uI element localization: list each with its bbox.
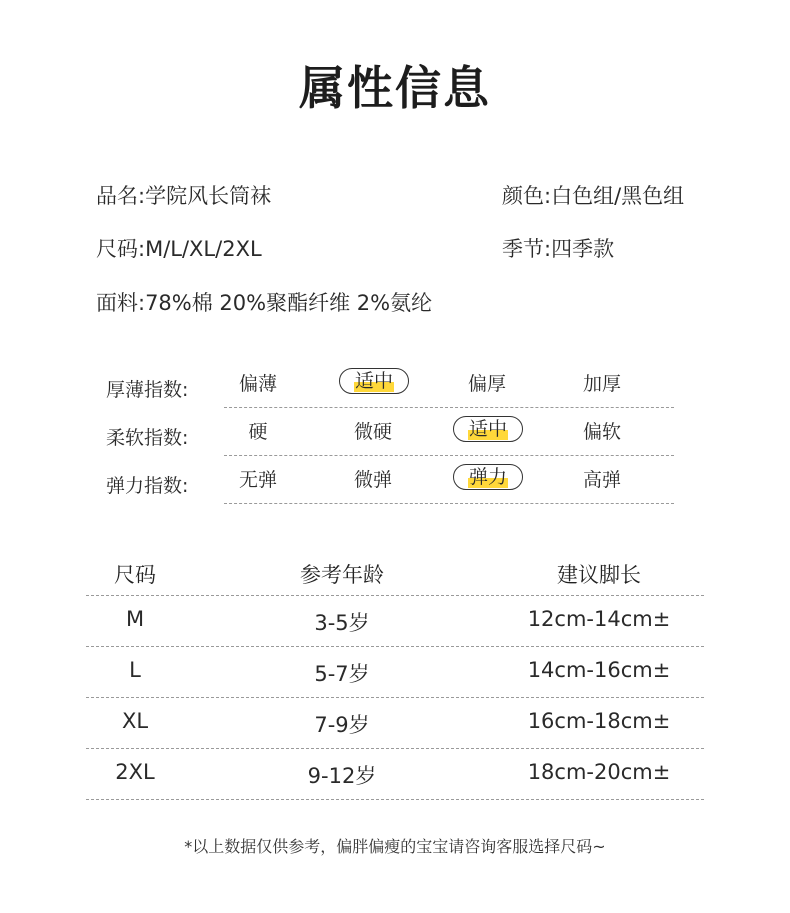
size-cell: XL: [121, 709, 149, 733]
foot-length-cell: 18cm-20cm±: [527, 760, 671, 784]
scale-option: 偏厚: [467, 373, 506, 395]
table-row: [86, 596, 704, 647]
scale-option: 无弹: [238, 469, 277, 491]
product-name: 品名:学院风长筒袜: [96, 184, 272, 208]
scale-option: 偏软: [582, 421, 621, 443]
age-cell: 3-5岁: [314, 611, 370, 635]
softness-label: 柔软指数:: [106, 427, 189, 449]
footnote: *以上数据仅供参考，偏胖偏瘦的宝宝请咨询客服选择尺码~: [184, 837, 606, 856]
scale-option-selected: 适中: [339, 368, 409, 394]
table-row: [86, 647, 704, 698]
age-cell: 9-12岁: [307, 764, 377, 788]
product-color: 颜色:白色组/黑色组: [502, 184, 685, 208]
thickness-scale: [224, 359, 674, 408]
elasticity-label: 弹力指数:: [106, 475, 189, 497]
age-cell: 7-9岁: [314, 713, 370, 737]
scale-option: 微硬: [353, 421, 392, 443]
scale-option: 微弹: [353, 469, 392, 491]
product-fabric: 面料:78%棉 20%聚酯纤维 2%氨纶: [96, 291, 433, 315]
header-foot-length: 建议脚长: [557, 563, 641, 587]
scale-option-selected: 弹力: [453, 464, 523, 490]
scale-option: 加厚: [582, 373, 621, 395]
product-size: 尺码:M/L/XL/2XL: [96, 237, 262, 261]
scale-option-selected: 适中: [453, 416, 523, 442]
header-size: 尺码: [114, 563, 156, 587]
scale-option: 高弹: [582, 469, 621, 491]
scale-option: 硬: [248, 421, 268, 443]
product-season: 季节:四季款: [502, 237, 615, 261]
elasticity-scale: [224, 455, 674, 504]
table-row: [86, 698, 704, 749]
age-cell: 5-7岁: [314, 662, 370, 686]
thickness-label: 厚薄指数:: [106, 379, 189, 401]
size-cell: M: [125, 607, 145, 631]
softness-scale: [224, 407, 674, 456]
foot-length-cell: 16cm-18cm±: [527, 709, 671, 733]
foot-length-cell: 12cm-14cm±: [527, 607, 671, 631]
table-row: [86, 749, 704, 800]
size-cell: 2XL: [115, 760, 155, 784]
size-table: [86, 548, 704, 800]
foot-length-cell: 14cm-16cm±: [527, 658, 671, 682]
header-age: 参考年龄: [300, 563, 384, 587]
table-header: [86, 548, 704, 596]
page-title: 属性信息: [299, 61, 491, 115]
scale-option: 偏薄: [238, 373, 277, 395]
size-cell: L: [129, 658, 141, 682]
